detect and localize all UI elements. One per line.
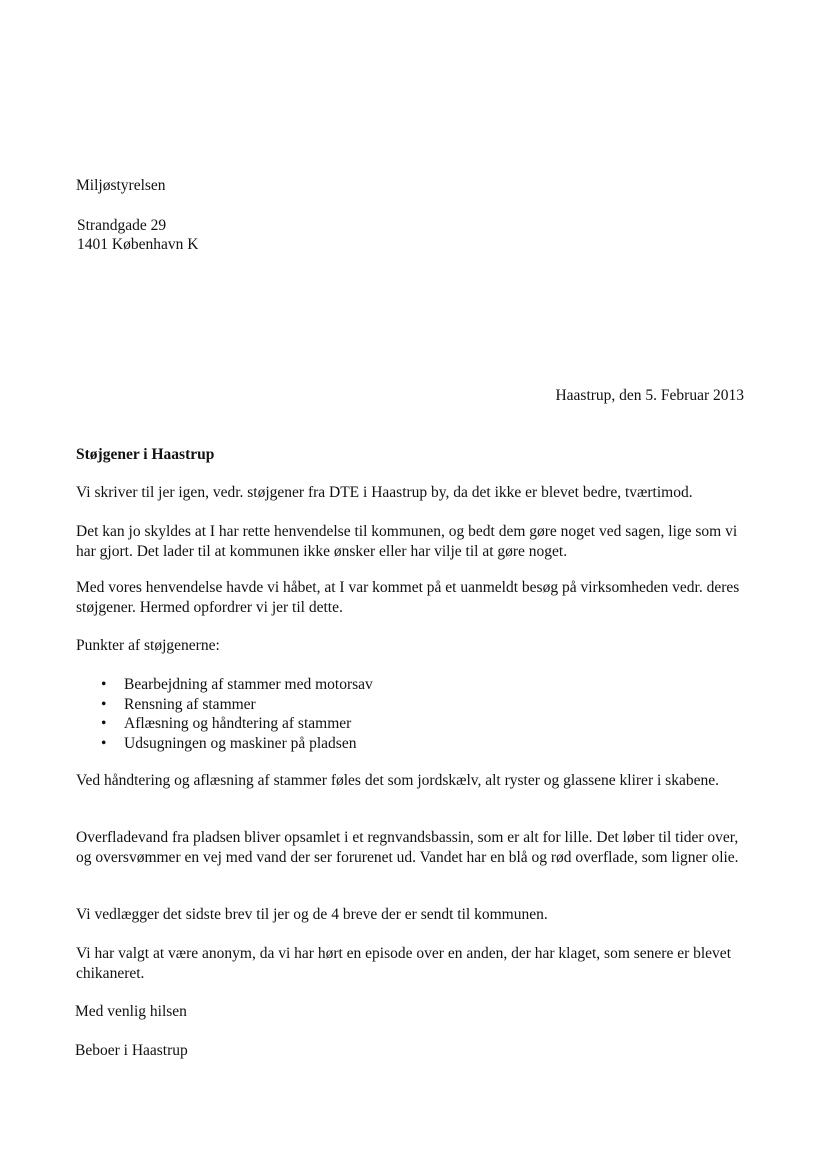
paragraph-municipality: Det kan jo skyldes at I har rette henvendelse til kommunen, og bedt dem gøre noget ved sagen, lige som vi har gjort. Det lader til at kommunen ikke ønsker eller har vilje til at gøre noget. (76, 523, 738, 560)
date-line: Haastrup, den 5. Februar 2013 (555, 387, 744, 404)
recipient-name: Miljøstyrelsen (76, 177, 166, 194)
paragraph-attachments: Vi vedlægger det sidste brev til jer og de 4 breve der er sendt til kommunen. (76, 906, 548, 923)
list-item: • Udsugningen og maskiner på pladsen (101, 734, 357, 752)
signature: Beboer i Haastrup (75, 1042, 188, 1059)
paragraph-anonymity: Vi har valgt at være anonym, da vi har hørt en episode over en anden, der har klaget, som senere er blevet chikaneret. (76, 945, 731, 982)
bullet-icon: • (101, 715, 107, 732)
list-item: • Aflæsning og håndtering af stammer (101, 715, 352, 732)
closing: Med venlig hilsen (75, 1003, 187, 1020)
bullet-icon: • (101, 676, 107, 693)
paragraph-surface-water: Overfladevand fra pladsen bliver opsamlet i et regnvandsbassin, som er alt for lille. Det løber til tider over, og oversvømmer en vej med vand der ser forurenet ud. Vandet har en blå og rød overflade, som ligner olie. (76, 829, 739, 866)
paragraph-visit-request: Med vores henvendelse havde vi håbet, at I var kommet på et uanmeldt besøg på virksomheden vedr. deres støjgener. Hermed opfordrer vi jer til dette. (76, 579, 740, 616)
paragraph-points-intro: Punkter af støjgenerne: (76, 637, 220, 654)
letter-subject: Støjgener i Haastrup (76, 446, 215, 463)
bullet-icon: • (101, 734, 107, 752)
list-item: • Bearbejdning af stammer med motorsav (101, 676, 373, 693)
bullet-icon: • (101, 695, 107, 713)
paragraph-intro: Vi skriver til jer igen, vedr. støjgener fra DTE i Haastrup by, da det ikke er blevet bedre, tværtimod. (76, 484, 693, 501)
recipient-street: Strandgade 29 (77, 217, 167, 234)
paragraph-earthquake: Ved håndtering og aflæsning af stammer føles det som jordskælv, alt ryster og glassene klirer i skabene. (76, 772, 719, 789)
recipient-city: 1401 København K (77, 236, 199, 253)
list-item: • Rensning af stammer (101, 695, 256, 713)
noise-points-list (101, 675, 373, 753)
